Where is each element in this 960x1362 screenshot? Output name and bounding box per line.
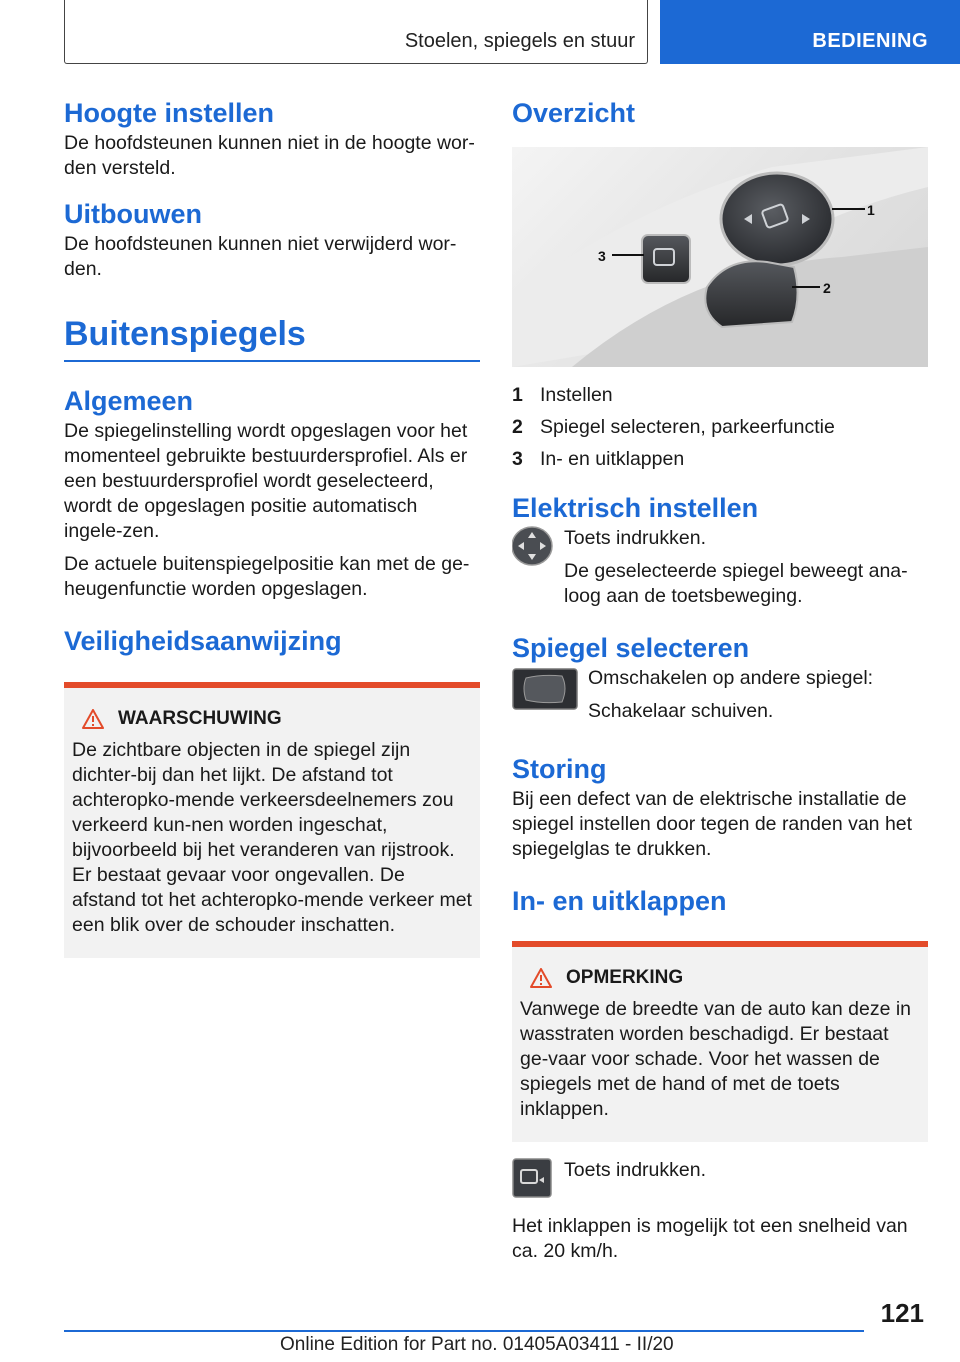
heading-remove: Uitbouwen [64,199,202,230]
warning-text: De zichtbare objecten in de spiegel zijn dichter-bij dan het lijkt. De afstand tot achteropko-mende verkeersdeelnemers zou verkeerd kun-nen worden ingeschat, bijvoorbeeld bij het veranderen van rijstrook. Er bestaat gevaar voor ongevallen. De afstand tot het achteropko-mende verkeer met een blik over de schouder inschatten. [72,738,472,936]
heading-height: Hoogte instellen [64,98,275,128]
fold-mirror-button-icon [512,1158,552,1198]
fold-button-icon [642,235,690,283]
heading-fold: In- en uitklappen [512,886,727,917]
mirror-switch-icon [512,668,578,710]
page-number: 121 [880,1298,924,1328]
text-select-1: Omschakelen op andere spiegel: [588,667,874,690]
text-fold-2: Het inklappen is mogelijk tot een snelheid van ca. 20 km/h. [512,1215,908,1263]
fold-block [512,1158,928,1198]
warning-title: WAARSCHUWING [118,707,282,729]
right-column [512,96,928,1264]
select-block [512,666,928,724]
note-text: Vanwege de breedte van de auto kan deze in wasstraten worden beschadigd. Er bestaat ge-vaar voor schade. Voor het wassen de spiegels met de hand of met de toets inklappen. [520,998,912,1121]
left-column [64,96,480,958]
heading-overview: Overzicht [512,98,636,128]
text-remove: De hoofdsteunen kunnen niet verwijderd wor-den. [64,233,457,281]
note-title: OPMERKING [566,967,684,989]
warning-box [64,682,480,958]
callout-1: 1 [867,202,875,219]
heading-electric: Elektrisch instellen [512,493,759,524]
warning-triangle-icon [82,709,104,729]
heading-safety: Veiligheidsaanwijzing [64,626,342,657]
electric-block [512,526,928,609]
text-height: De hoofdsteunen kunnen niet in de hoogte wor-den versteld. [64,132,475,180]
legend-item [512,443,928,475]
text-electric-2: De geselecteerde spiegel beweegt ana-loog aan de toetsbeweging. [564,560,908,608]
legend-label: Spiegel selecteren, parkeerfunctie [540,416,835,439]
legend-number: 2 [512,416,523,439]
legend-number: 3 [512,448,523,471]
text-fault: Bij een defect van de elektrische installatie de spiegel instellen door tegen de randen van het spiegelglas te drukken. [512,788,913,861]
legend-item [512,379,928,411]
heading-fault: Storing [512,754,607,785]
note-box [512,941,928,1142]
header-section-title: Stoelen, spiegels en stuur [404,30,635,52]
text-general-2: De actuele buitenspiegelpositie kan met de ge-heugenfunctie worden opgeslagen. [64,553,470,601]
note-header [520,967,920,989]
legend-item [512,411,928,443]
heading-general: Algemeen [64,386,194,417]
text-general-1: De spiegelinstelling wordt opgeslagen voor het momenteel gebruikte bestuurdersprofiel. Als er een bestuurdersprofiel wordt geselecteerd, wordt de opgeslagen positie automatisch ingele-zen. [64,420,468,543]
header-chapter-title: BEDIENING [812,30,928,52]
text-electric-1: Toets indrukken. [564,527,706,550]
legend-number: 1 [512,384,523,407]
direction-pad-icon [512,526,564,578]
mirror-controls-figure [512,147,928,367]
header-section-tab [64,0,648,64]
text-select-2: Schakelaar schuiven. [588,700,774,723]
warning-triangle-icon [530,968,552,988]
text-fold-1: Toets indrukken. [564,1159,706,1182]
header-chapter-tab [660,0,960,64]
legend-label: In- en uitklappen [540,448,685,471]
figure-legend [512,379,928,475]
footer-divider [64,1330,864,1332]
legend-label: Instellen [540,384,613,407]
footer-edition: Online Edition for Part no. 01405A03411 - II/20 [280,1334,674,1355]
callout-3: 3 [598,248,606,265]
heading-mirrors: Buitenspiegels [64,312,480,362]
callout-2: 2 [823,280,831,297]
adjust-knob-icon [721,173,833,265]
heading-select: Spiegel selecteren [512,633,750,664]
warning-header [72,708,472,730]
